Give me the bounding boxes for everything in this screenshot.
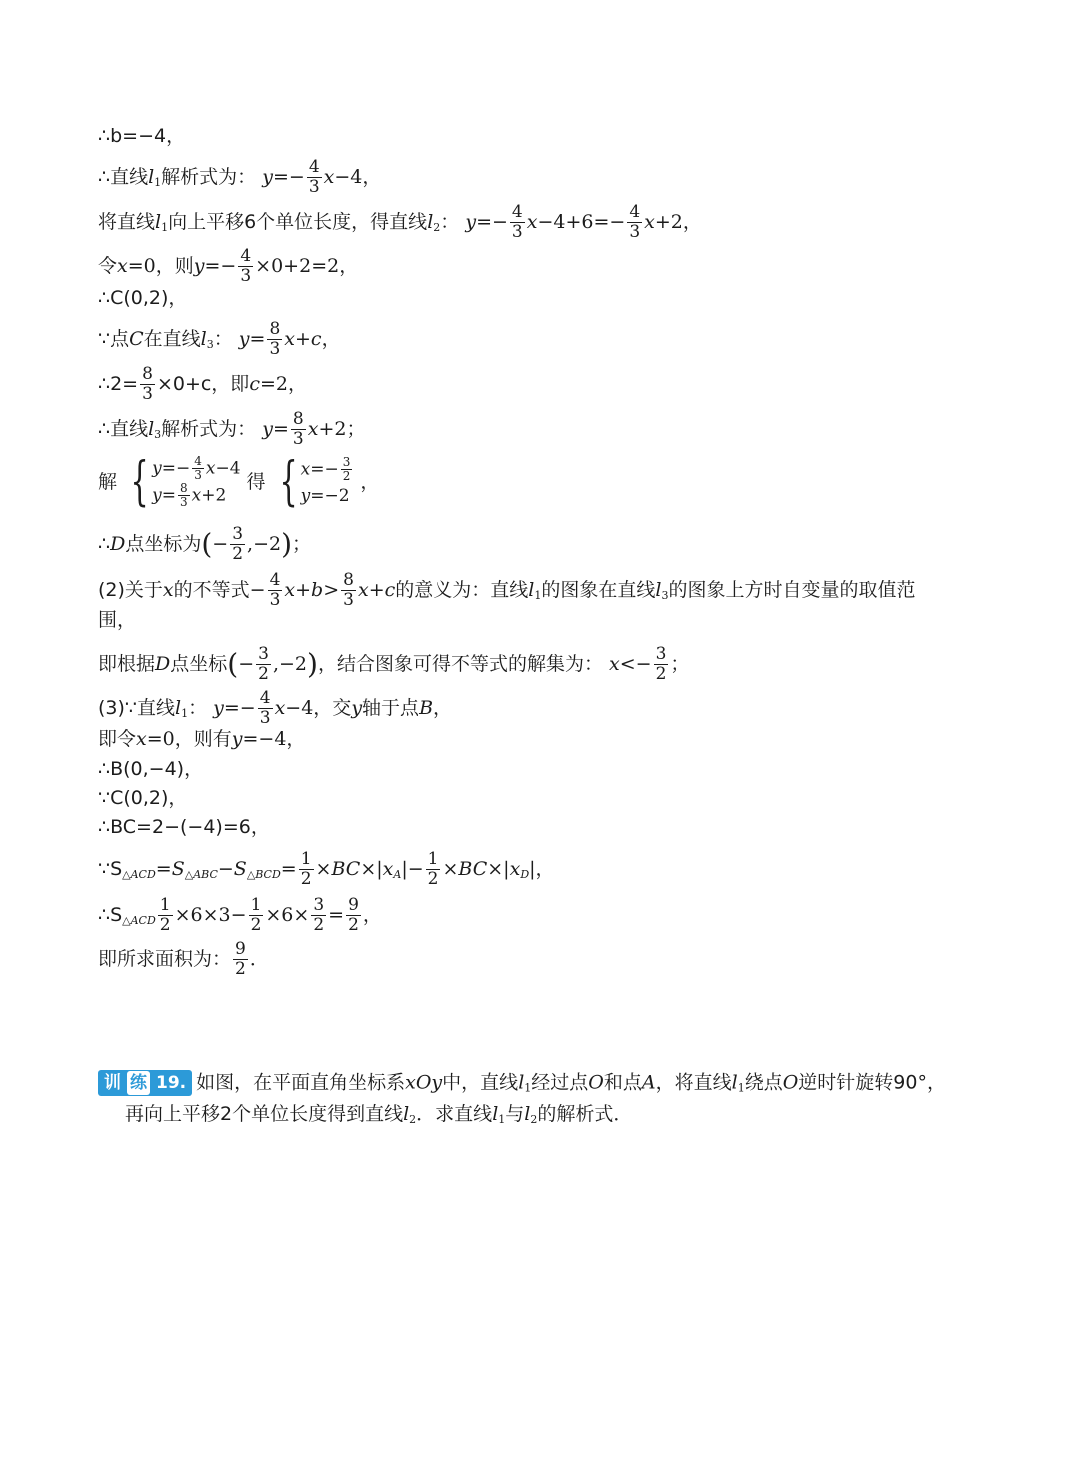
exercise-19-line2: 再向上平移2个单位长度得到直线$l_2$．求直线$l_1$与$l_2$的解析式．	[125, 1103, 633, 1126]
line-l1-expression: ∴直线$l_1$解析式为： y=− $\frac{4}{3}$ x−4，	[98, 157, 382, 197]
line-area-formula: $\because S_{\triangle ACD}=S_{\triangle ABC}-S_{\triangle BCD}=$ $\frac{1}{2}$ $\times BC\times|x_A|-$ $\frac{1}{2}$ $\times BC\times|x_D|$，	[98, 849, 555, 889]
line-l3-expression: ∴直线$l_3$解析式为： y= $\frac{8}{3}$ x+2；	[98, 409, 366, 449]
line-bc-length: ∴BC=2−(−4)=6，	[98, 816, 270, 838]
exercise-badge: 训 练 19.	[98, 1070, 192, 1096]
line-b-value: ∴b=−4，	[98, 125, 186, 147]
line-solve-c: ∴2= $\frac{8}{3}$ ×0+c，即c=2，	[98, 364, 307, 404]
equation-system: { y=− $\frac{4}{3}$ x−4 y= $\frac{8}{3}$ x+2	[130, 452, 241, 512]
line-solve-system: 解 { y=− $\frac{4}{3}$ x−4 y= $\frac{8}{3}$ x+2 得 { x=− $\frac{3}{2}$ y=−2 ，	[98, 452, 380, 512]
exercise-19-line1: 训 练 19. 如图，在平面直角坐标系xOy中，直线$l_1$经过点O和点A，将直线$l_1$绕点O逆时针旋转90°，	[98, 1070, 946, 1101]
line-let-x-zero: 令x=0，则y=− $\frac{4}{3}$ ×0+2=2，	[98, 246, 359, 286]
line-range-end: 围，	[98, 609, 137, 631]
line-translate-l2: 将直线$l_1$向上平移6个单位长度，得直线$l_2$： y=− $\frac{4}{3}$ x−4+6=− $\frac{4}{3}$ x+2，	[98, 202, 702, 242]
line-point-b: ∴B(0,−4)，	[98, 758, 204, 780]
line-area-compute: $\therefore S_{\triangle ACD}$ $\frac{1}{2}$ ×6×3− $\frac{1}{2}$ ×6× $\frac{3}{2}$ = $\frac{9}{2}$ ，	[98, 895, 382, 935]
line-l1-y-axis: (3)∵直线$l_1$： y=− $\frac{4}{3}$ x−4，交y轴于点B，	[98, 688, 453, 728]
line-point-d: ∴D点坐标为(− $\frac{3}{2}$ ,−2)；	[98, 524, 312, 564]
line-point-c: ∴C(0,2)，	[98, 287, 188, 309]
line-c-on-l3: ∵点C在直线$l_3$： y= $\frac{8}{3}$ x+c，	[98, 319, 341, 359]
line-let-x-zero-b: 即令x=0，则有y=−4，	[98, 728, 306, 750]
line-area-result: 即所求面积为： $\frac{9}{2}$ ．	[98, 939, 269, 979]
line-solution-set: 即根据D点坐标(− $\frac{3}{2}$ ,−2)，结合图象可得不等式的解集为： x<− $\frac{3}{2}$ ；	[98, 644, 690, 684]
line-inequality-meaning: (2)关于x的不等式− $\frac{4}{3}$ x+b> $\frac{8}{3}$ x+c的意义为：直线$l_1$的图象在直线$l_3$的图象上方时自变量的取值范	[98, 570, 916, 610]
solution-system: { x=− $\frac{3}{2}$ y=−2	[278, 452, 351, 512]
line-point-c-again: ∵C(0,2)，	[98, 787, 188, 809]
